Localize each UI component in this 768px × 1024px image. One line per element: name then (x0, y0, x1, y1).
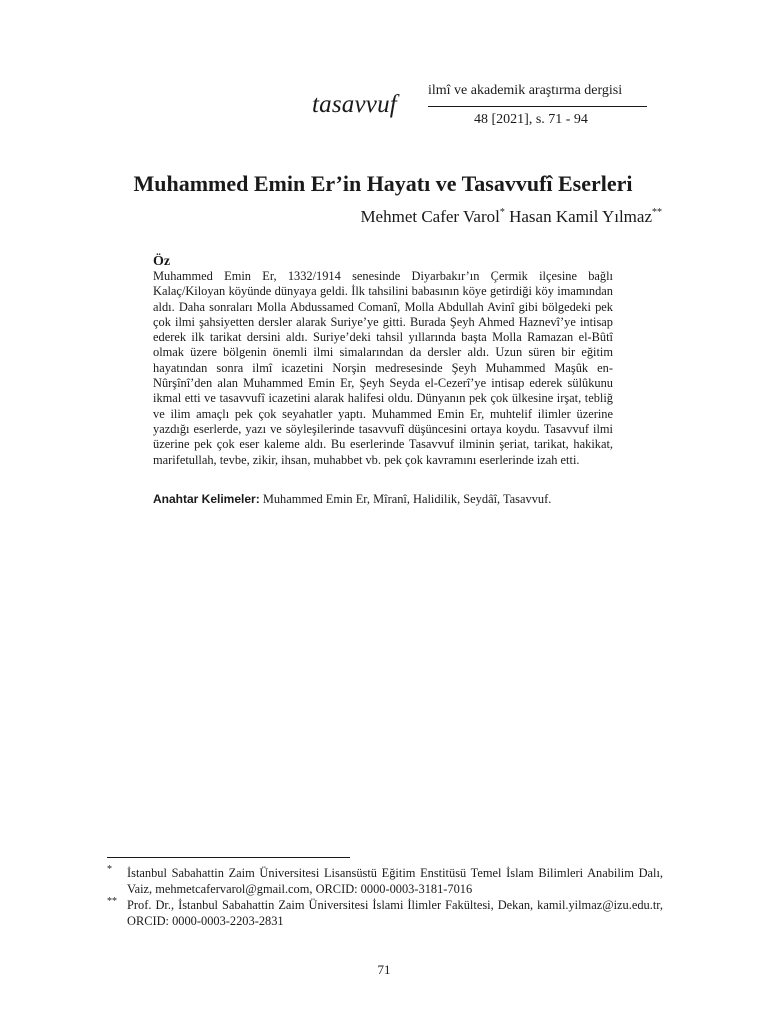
abstract-heading: Öz (153, 254, 171, 269)
footnote-text: Prof. Dr., İstanbul Sabahattin Zaim Üniversitesi İslami İlimler Fakültesi, Dekan, kamil.yilmaz@izu.edu.tr, ORCID: 0000-0003-2203-2831 (127, 898, 663, 928)
footnote-item (107, 898, 663, 929)
footnote-mark: * (107, 864, 112, 875)
keywords-label: Anahtar Kelimeler: (153, 492, 260, 506)
issue-info: 48 [2021], s. 71 - 94 (474, 112, 588, 127)
page-number: 71 (377, 962, 391, 977)
keywords (153, 492, 623, 507)
journal-name: tasavvuf (312, 91, 397, 118)
footnote-rule (107, 857, 350, 858)
author-line (360, 206, 662, 228)
footnote-mark: ** (107, 896, 117, 907)
footnote-item (107, 866, 663, 897)
abstract-text: Muhammed Emin Er, 1332/1914 senesinde Diyarbakır’ın Çermik ilçesine bağlı Kalaç/Kiloyan köyünde dünyaya geldi. İlk tahsilini babasının köye getirdiği köy imamından aldı. Daha sonraları Molla Abdussamed Comanî, Molla Abdullah Avinî gibi bölgedeki pek çok ilmi şahsiyetten dersler alarak Suriye’ye gitti. Burada Şeyh Ahmed Haznevî’ye intisap ederek ilk tarikat dersini aldı. Suriye’deki tahsil yıllarında başta Molla Ramazan el-Bûtî olmak üzere bölgenin önemli ilmi simalarından da dersler aldı. Uzun süren bir eğitim hayatından sonra ilmî icazetini Norşin medresesinde Şeyh Muhammed Maşûk en-Nûrşînî’den alan Muhammed Emin Er, Şeyh Seyda el-Cezerî’ye intisap ederek sülûkunu ikmal etti ve tasavvufî icazetini alarak halifesi oldu. Dünyanın pek çok ülkesine irşat, tebliğ ve ilim amaçlı pek çok seyahatler yaptı. Muhammed Emin Er, muhtelif ilimler üzerine yazdığı eserlerde, yazı ve söyleşilerinde tasavvufî düşüncesini ortaya koydu. Tasavvuf ilmi üzerine pek çok eser kaleme aldı. Bu eserlerinde Tasavvuf ilminin şeriat, tarikat, hakikat, marifetullah, tevbe, zikir, ihsan, muhabbet vb. pek çok kavramını eserlerinde izah etti. (153, 269, 613, 467)
paper-title: Muhammed Emin Er’in Hayatı ve Tasavvufî Eserleri (133, 171, 633, 196)
footnote-text: İstanbul Sabahattin Zaim Üniversitesi Lisansüstü Eğitim Enstitüsü Temel İslam Bilimleri Anabilim Dalı, Vaiz, mehmetcafervarol@gmail.com, ORCID: 0000-0003-3181-7016 (127, 866, 663, 896)
author-footnote-mark[interactable]: * (499, 207, 505, 218)
header-rule (428, 106, 647, 107)
keywords-text: Muhammed Emin Er, Mîranî, Halidilik, Seydâî, Tasavvuf. (262, 492, 552, 506)
author-name: Hasan Kamil Yılmaz (509, 207, 652, 226)
author-footnote-mark[interactable]: ** (652, 207, 662, 218)
journal-subtitle: ilmî ve akademik araştırma dergisi (428, 83, 623, 98)
author-name: Mehmet Cafer Varol (360, 207, 500, 226)
